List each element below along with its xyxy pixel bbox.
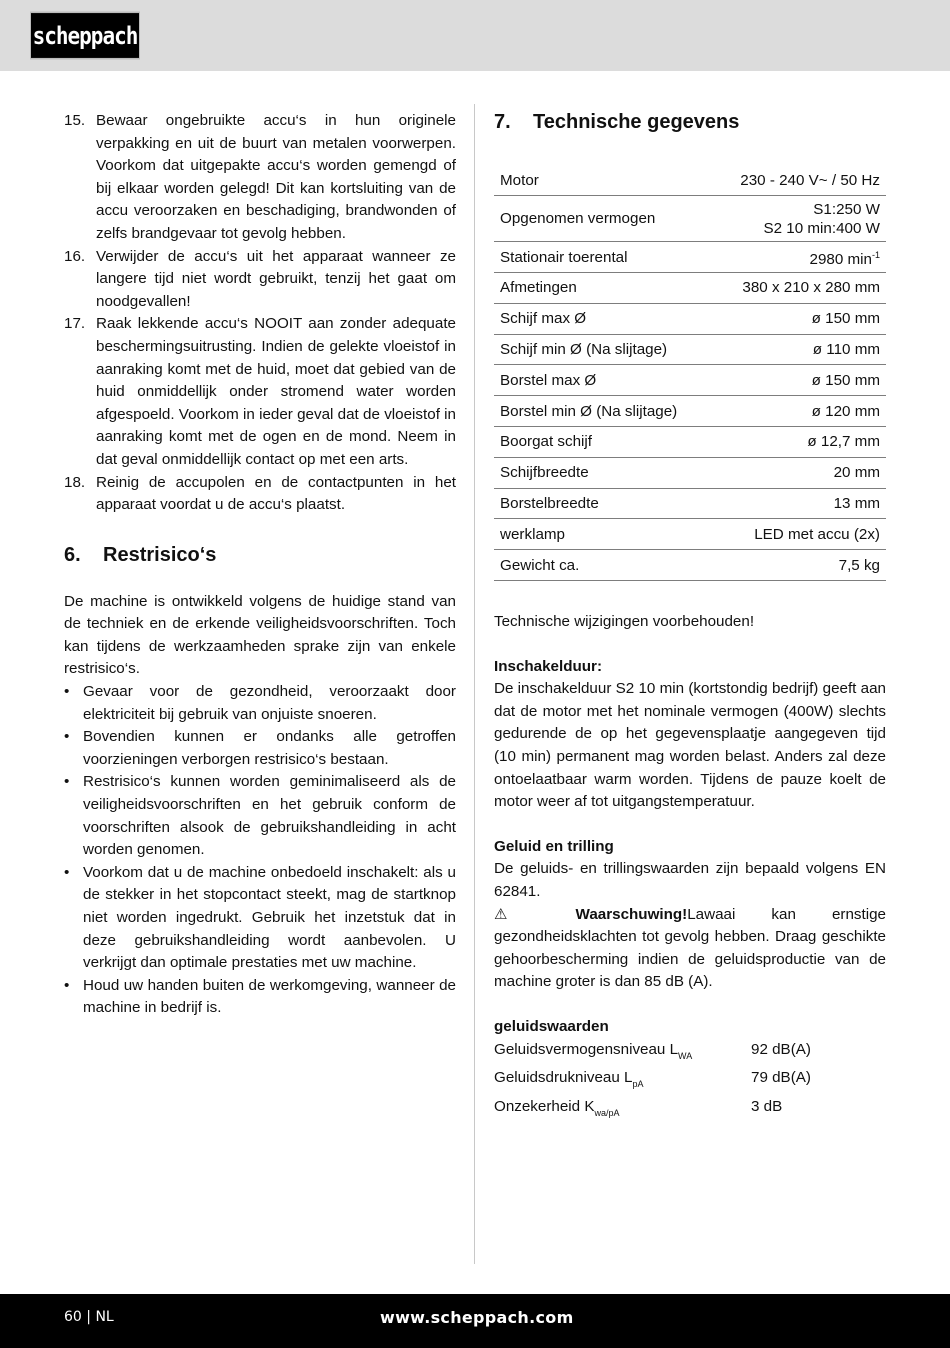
table-row	[494, 488, 886, 519]
scheppach-logo: scheppach	[30, 12, 140, 59]
technical-note: Technische wijzigingen voorbehouden!	[494, 613, 755, 631]
spec-label: Opgenomen vermogen	[494, 196, 712, 242]
section-7-heading	[494, 110, 886, 134]
section-number: 6.	[64, 543, 81, 566]
bullet-icon: •	[64, 976, 70, 994]
warning-icon: ⚠	[494, 905, 540, 923]
sound-label	[494, 1067, 751, 1096]
page-info	[64, 1309, 114, 1325]
item-number: 17.	[64, 315, 86, 333]
table-row	[494, 1067, 886, 1096]
warning-text: Lawaai kan ernstige gezondheidsklachten tot gevolg hebben. Draag geschikte gehoorbescherming indien de geluidsproductie van de machine groter is dan 85 dB (A).	[494, 905, 886, 991]
spec-value-sup: -1	[871, 249, 880, 260]
item-text: Reinig de accupolen en de contactpunten in het apparaat voordat u de accu‘s plaatst.	[96, 473, 456, 514]
table-row	[494, 196, 886, 242]
spec-value: 7,5 kg	[712, 550, 886, 581]
section-title: Technische gegevens	[533, 111, 740, 133]
page-number: 60	[64, 1309, 82, 1325]
bullet-text: Voorkom dat u de machine onbedoeld inschakelt: als u de stekker in het stopcontact steekt, mag de startknop niet worden ingedrukt. Gebruik het inzetstuk dat in deze gebruikshandleiding wordt aanbevolen. U verkrijgt dan optimale prestaties met uw machine.	[83, 863, 456, 972]
item-number: 18.	[64, 473, 86, 491]
section-title: Restrisico‘s	[103, 543, 217, 566]
spec-label: Schijf max Ø	[494, 303, 712, 334]
sound-values-table	[494, 1039, 886, 1125]
bullet-icon: •	[64, 728, 70, 746]
list-item-16	[64, 246, 456, 314]
sound-label-sub: wa/pA	[594, 1107, 620, 1118]
spec-value: ø 120 mm	[712, 396, 886, 427]
sound-label-text: Geluidsvermogensniveau L	[494, 1040, 679, 1058]
spec-value: 13 mm	[712, 488, 886, 519]
spec-label: Borstel max Ø	[494, 365, 712, 396]
sound-value: 79 dB(A)	[751, 1069, 811, 1087]
spec-value: LED met accu (2x)	[712, 519, 886, 550]
spec-label: Borstelbreedte	[494, 488, 712, 519]
table-row	[494, 303, 886, 334]
spec-value	[712, 242, 886, 273]
sound-label-sub: WA	[678, 1050, 693, 1061]
spec-value: 230 - 240 V~ / 50 Hz	[712, 165, 886, 196]
spec-label: Borstel min Ø (Na slijtage)	[494, 396, 712, 427]
list-item	[64, 771, 456, 861]
spec-value-text: 2980 min	[809, 250, 872, 268]
battery-safety-list	[64, 110, 456, 517]
table-row	[494, 457, 886, 488]
spec-label: Boorgat schijf	[494, 427, 712, 458]
sound-label	[494, 1039, 751, 1068]
table-row	[494, 1096, 886, 1125]
item-number: 15.	[64, 112, 86, 129]
table-row	[494, 1039, 886, 1068]
bullet-icon: •	[64, 773, 70, 791]
spec-value-line: S2 10 min:400 W	[763, 219, 880, 237]
bullet-icon: •	[64, 683, 70, 701]
page-header	[0, 0, 950, 71]
sound-label-sub: pA	[632, 1079, 644, 1090]
spec-label: Schijf min Ø (Na slijtage)	[494, 334, 712, 365]
bullet-text: Houd uw handen buiten de werkomgeving, wanneer de machine in bedrijf is.	[83, 976, 456, 1017]
spec-value: 380 x 210 x 280 mm	[712, 273, 886, 304]
spec-label: Motor	[494, 165, 712, 196]
item-text: Raak lekkende accu‘s NOOIT aan zonder adequate beschermingsuitrusting. Indien de gelekte vloeistof in aanraking komt met de huid, moet dat gebied van de huid onmiddellijk onder stromend water worden afgespoeld. Voorkom in ieder geval dat de vloeistof in aanraking komt met de ogen en de mond. Neem in dat geval onmiddellijk contact op met een arts.	[96, 315, 456, 468]
sound-label-text: Onzekerheid K	[494, 1097, 595, 1115]
spec-value: ø 110 mm	[712, 334, 886, 365]
right-column	[494, 110, 886, 1124]
column-divider	[474, 104, 475, 1264]
spec-label: Gewicht ca.	[494, 550, 712, 581]
spec-label: Afmetingen	[494, 273, 712, 304]
table-row	[494, 165, 886, 196]
left-column	[64, 110, 456, 1020]
list-item-18	[64, 472, 456, 517]
bullet-text: Gevaar voor de gezondheid, veroorzaakt door elektriciteit bij gebruik van onjuiste snoeren.	[83, 683, 456, 723]
spec-value-line: S1:250 W	[813, 200, 880, 218]
page-separator: |	[86, 1309, 91, 1325]
table-row	[494, 519, 886, 550]
spec-value	[712, 196, 886, 242]
language-code: NL	[95, 1309, 114, 1325]
warning-label: Waarschuwing!	[575, 905, 688, 923]
noise-warning	[494, 904, 886, 994]
table-row	[494, 550, 886, 581]
list-item	[64, 862, 456, 975]
spec-table	[494, 165, 886, 581]
website-link[interactable]: www.scheppach.com	[380, 1308, 574, 1327]
noise-text: De geluids- en trillingswaarden zijn bepaald volgens EN 62841.	[494, 860, 886, 900]
residual-risk-list	[64, 681, 456, 1020]
table-row	[494, 273, 886, 304]
spec-label: werklamp	[494, 519, 712, 550]
spec-value: ø 150 mm	[712, 365, 886, 396]
section-6-heading	[64, 543, 456, 567]
section-6-intro: De machine is ontwikkeld volgens de huidige stand van de techniek en de erkende veiligheidsvoorschriften. Toch kan tijdens de werkzaamheden sprake zijn van enkele restrisico‘s.	[64, 592, 456, 678]
duty-cycle-heading: Inschakelduur:	[494, 657, 603, 675]
item-text: Bewaar ongebruikte accu‘s in hun originele verpakking en uit de buurt van metalen voorwerpen. Voorkom dat uitgepakte accu‘s worden gemengd of bij elkaar worden gelegd! Dit kan kortsluiting van de accu veroorzaken en beschadiging, brandwonden of zelfs brandgevaar tot gevolg hebben.	[96, 112, 456, 242]
bullet-icon: •	[64, 863, 70, 881]
spec-value: ø 150 mm	[712, 303, 886, 334]
sound-value: 3 dB	[751, 1097, 783, 1115]
list-item	[64, 975, 456, 1020]
sound-value: 92 dB(A)	[751, 1040, 811, 1058]
section-number: 7.	[494, 111, 511, 133]
table-row	[494, 242, 886, 273]
table-row	[494, 427, 886, 458]
spec-value: ø 12,7 mm	[712, 427, 886, 458]
duty-cycle-text: De inschakelduur S2 10 min (kortstondig bedrijf) geeft aan dat de motor met het nominale vermogen (400W) slechts gedurende de op het gegevensplaatje aangegeven tijd (10 min) permanent mag worden belast. Anders zal deze ontoelaatbaar warm worden. Tijdens de pauze koelt de motor weer af tot uitgangstemperatuur.	[494, 680, 886, 811]
page-footer	[0, 1294, 950, 1348]
list-item-15	[64, 110, 456, 246]
item-text: Verwijder de accu‘s uit het apparaat wanneer ze langere tijd niet wordt gebruikt, tenzij het gaat om noodgevallen!	[96, 247, 456, 310]
list-item	[64, 681, 456, 726]
table-row	[494, 365, 886, 396]
list-item	[64, 726, 456, 771]
table-row	[494, 396, 886, 427]
item-number: 16.	[64, 247, 86, 265]
sound-values-heading: geluidswaarden	[494, 1017, 609, 1035]
spec-label: Schijfbreedte	[494, 457, 712, 488]
bullet-text: Bovendien kunnen er ondanks alle getroffen voorzieningen verborgen restrisico‘s bestaan.	[83, 728, 456, 768]
noise-heading: Geluid en trilling	[494, 837, 614, 855]
table-row	[494, 334, 886, 365]
spec-value: 20 mm	[712, 457, 886, 488]
bullet-text: Restrisico‘s kunnen worden geminimaliseerd als de veiligheidsvoorschriften en het gebruik conform de voorschriften alsook de gebruikshandleiding in acht worden genomen.	[83, 773, 456, 859]
sound-label-text: Geluidsdrukniveau L	[494, 1069, 633, 1087]
spec-label: Stationair toerental	[494, 242, 712, 273]
list-item-17	[64, 313, 456, 471]
sound-label	[494, 1096, 751, 1125]
